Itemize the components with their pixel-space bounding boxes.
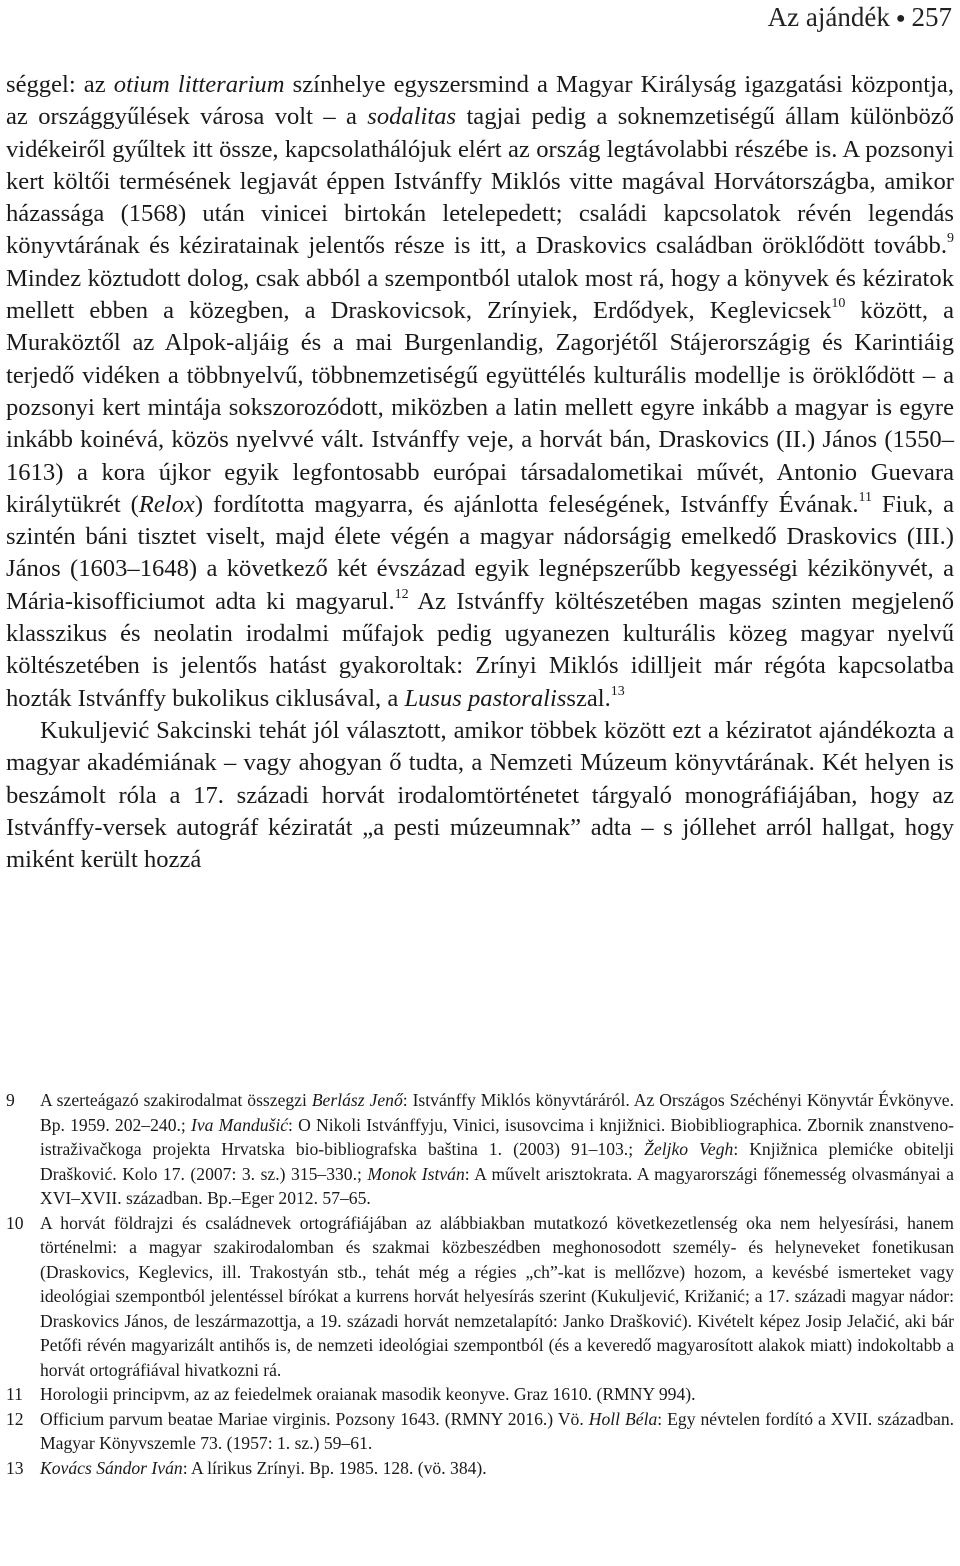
footnotes xyxy=(6,1088,954,1480)
footnote-ref-10[interactable]: 10 xyxy=(831,296,846,312)
author-name: Monok István xyxy=(367,1163,465,1184)
footnote-number: 13 xyxy=(6,1457,24,1478)
page-number: 257 xyxy=(911,2,952,32)
footnote-text: Kovács Sándor Iván: A lírikus Zrínyi. Bp. 1985. 128. (vö. 384). xyxy=(40,1457,487,1478)
text-run: Mindez köztudott dolog, csak abból a szempontból utalok most rá, hogy a könyvek és kéziratok mellett ebben a közegben, a Draskovicsok, Zrínyiek, Erdődyek, Keglevicsek xyxy=(6,264,954,325)
footnote-number: 10 xyxy=(6,1212,24,1233)
paragraph-1 xyxy=(6,69,954,715)
footnote-ref-13[interactable]: 13 xyxy=(610,683,625,699)
text-run: között, a Muraköztől az Alpok-aljáig és a mai Burgenlandig, Zagorjétől Stájerországig és Karintiáig terjedő vidéken a többnyelvű, többnemzetiségű együttélés kulturális modellje is öröklődött – a pozsonyi kert mintája sokszorozódott, miközben a latin mellett egyre inkább a magyar is egyre inkább koinévá, közös nyelvvé vált. Istvánffy veje, a horvát bán, Draskovics (II.) János (1550–1613) a kora újkor egyik legfontosabb európai társadalometikai művét, Antonio Guevara királytükrét ( xyxy=(6,297,955,518)
italic-term: Relox xyxy=(138,490,195,518)
footnote-text: Officium parvum beatae Mariae virginis. Pozsony 1643. (RMNY 2016.) Vö. Holl Béla: Egy névtelen fordító a XVII. században. Magyar Könyvszemle 73. (1957: 1. sz.) 59–61. xyxy=(40,1408,955,1453)
footnote-12 xyxy=(6,1407,954,1456)
author-name: Berlász Jenő xyxy=(311,1090,403,1110)
footnote-11 xyxy=(6,1382,954,1407)
footnote-ref-9[interactable]: 9 xyxy=(947,231,954,247)
running-head xyxy=(768,2,952,34)
text-run: ) fordította magyarra, és ajánlotta feleségének, Istvánffy Évának. xyxy=(194,490,859,518)
footnote-number: 11 xyxy=(6,1384,23,1404)
main-text xyxy=(6,69,954,876)
italic-term: Lusus pastoralis xyxy=(404,684,567,712)
footnote-ref-12[interactable]: 12 xyxy=(394,586,409,602)
footnote-text: A horvát földrajzi és családnevek ortográfiájában az alábbiakban mutatkozó következetlenség oka nem helyesírási, hanem történelmi: a magyar szakirodalomban és szakmai közbeszédben meghonosodott személy- és helyneveket fonetikusan (Draskovics, Keglevics, ill. Trakostyán stb., tehát még a régies „ch”-kat is mellőzve) hozom, a kevésbé ismerteket vagy ideológiai szempontból jelentéssel bírókat a kurrens horvát helyesírás szerint (Kukuljević, Križanić; a 17. századi magyar nádor: Draskovics János, de leszármazottja, a 19. századi horvát nemzetalapító: Janko Drašković). Kivételt képez Josip Jelačić, aki bár Petőfi révén magyarizált antihős is, de nemzeti ideológiai szempontból (és a keveredő magyarosított alakok miatt) indokoltabb a horvát ortográfiával hivatkozni rá. xyxy=(40,1212,954,1380)
italic-term: otium litterarium xyxy=(113,71,285,98)
running-head-title: Az ajándék xyxy=(767,2,890,32)
footnote-13 xyxy=(6,1456,954,1481)
footnote-text: A szerteágazó szakirodalmat összegzi Berlász Jenő: Istvánffy Miklós könyvtáráról. Az Országos Széchényi Könyvtár Évkönyve. Bp. 1959. 202–240.; Iva Mandušić: O Nikoli Istvánffyju, Vinici, isusovcima i knjižnici. Biobibliographica. Zbornik znanstveno-istraživačkoga projekta Hrvatska bio-bibliografska baština 1. (2003) 91–103.; Željko Vegh: Knjižnica plemićke obitelji Drašković. Kolo 17. (2007: 3. sz.) 315–330.; Monok István: A művelt arisztokrata. A magyarországi főnemesség olvasmányai a XVI–XVII. században. Bp.–Eger 2012. 57–65. xyxy=(40,1090,955,1208)
footnote-number: 12 xyxy=(6,1408,24,1429)
text-run: szal. xyxy=(566,684,611,712)
author-name: Kovács Sándor Iván xyxy=(40,1457,183,1478)
footnote-9 xyxy=(6,1088,954,1211)
author-name: Iva Mandušić xyxy=(190,1114,289,1135)
separator-dot-icon: ● xyxy=(895,10,906,27)
footnote-number: 9 xyxy=(6,1090,15,1110)
paragraph-2: Kukuljević Sakcinski tehát jól választott, amikor többek között ezt a kéziratot ajándékozta a magyar akadémiának – vagy ahogyan ő tudta, a Nemzeti Múzeum könyvtárának. Két helyen is beszámolt róla a 17. századi horvát irodalomtörténetet tárgyaló monográfiájában, hogy az Istvánffy-versek autográf kéziratát „a pesti múzeumnak” adta – s jóllehet arról hallgat, hogy miként került hozzá xyxy=(6,716,954,874)
text-run: színhelye egyszersmind a Magyar Királyság igazgatási központja, az országgyűlések városa volt – a xyxy=(6,71,954,131)
text-run: séggel: az xyxy=(6,71,114,98)
text-run: tagjai pedig a soknemzetiségű állam különböző vidékeiről gyűltek itt össze, kapcsolathálójuk elért az ország legtávolabbi részébe is. A pozsonyi kert költői termésének legjavát éppen Istvánffy Miklós vitte magával Horvátországba, amikor házassága (1568) után vinicei birtokán letelepedett; családi kapcsolatok révén legendás könyvtárának és kéziratainak jelentős része is itt, a Draskovics családban öröklődött tovább. xyxy=(6,103,954,260)
text-run: Az Istvánffy költészetében magas szinten megjelenő klasszikus és neolatin irodalmi műfajok pedig ugyanezen kulturális közeg magyar nyelvű költészetében is jelentős hatást gyakoroltak: Zrínyi Miklós idilljeit már régóta kapcsolatba hozták Istvánffy bukolikus ciklusával, a xyxy=(6,587,954,712)
footnote-ref-11[interactable]: 11 xyxy=(858,489,873,505)
author-name: Željko Vegh xyxy=(644,1139,734,1159)
footnote-10 xyxy=(6,1211,954,1383)
author-name: Holl Béla xyxy=(588,1408,658,1429)
footnote-text: Horologii principvm, az az feiedelmek oraianak masodik keonyve. Graz 1610. (RMNY 994). xyxy=(40,1384,696,1404)
text-run: Fiuk, a szintén báni tisztet viselt, majd élete végén a magyar nádorságig emelkedő Draskovics (III.) János (1603–1648) a következő két évszázad egyik legnépszerűbb kegyességi kézikönyvét, a Mária-kisofficiumot adta ki magyarul. xyxy=(6,490,955,615)
italic-term: sodalitas xyxy=(367,103,457,131)
